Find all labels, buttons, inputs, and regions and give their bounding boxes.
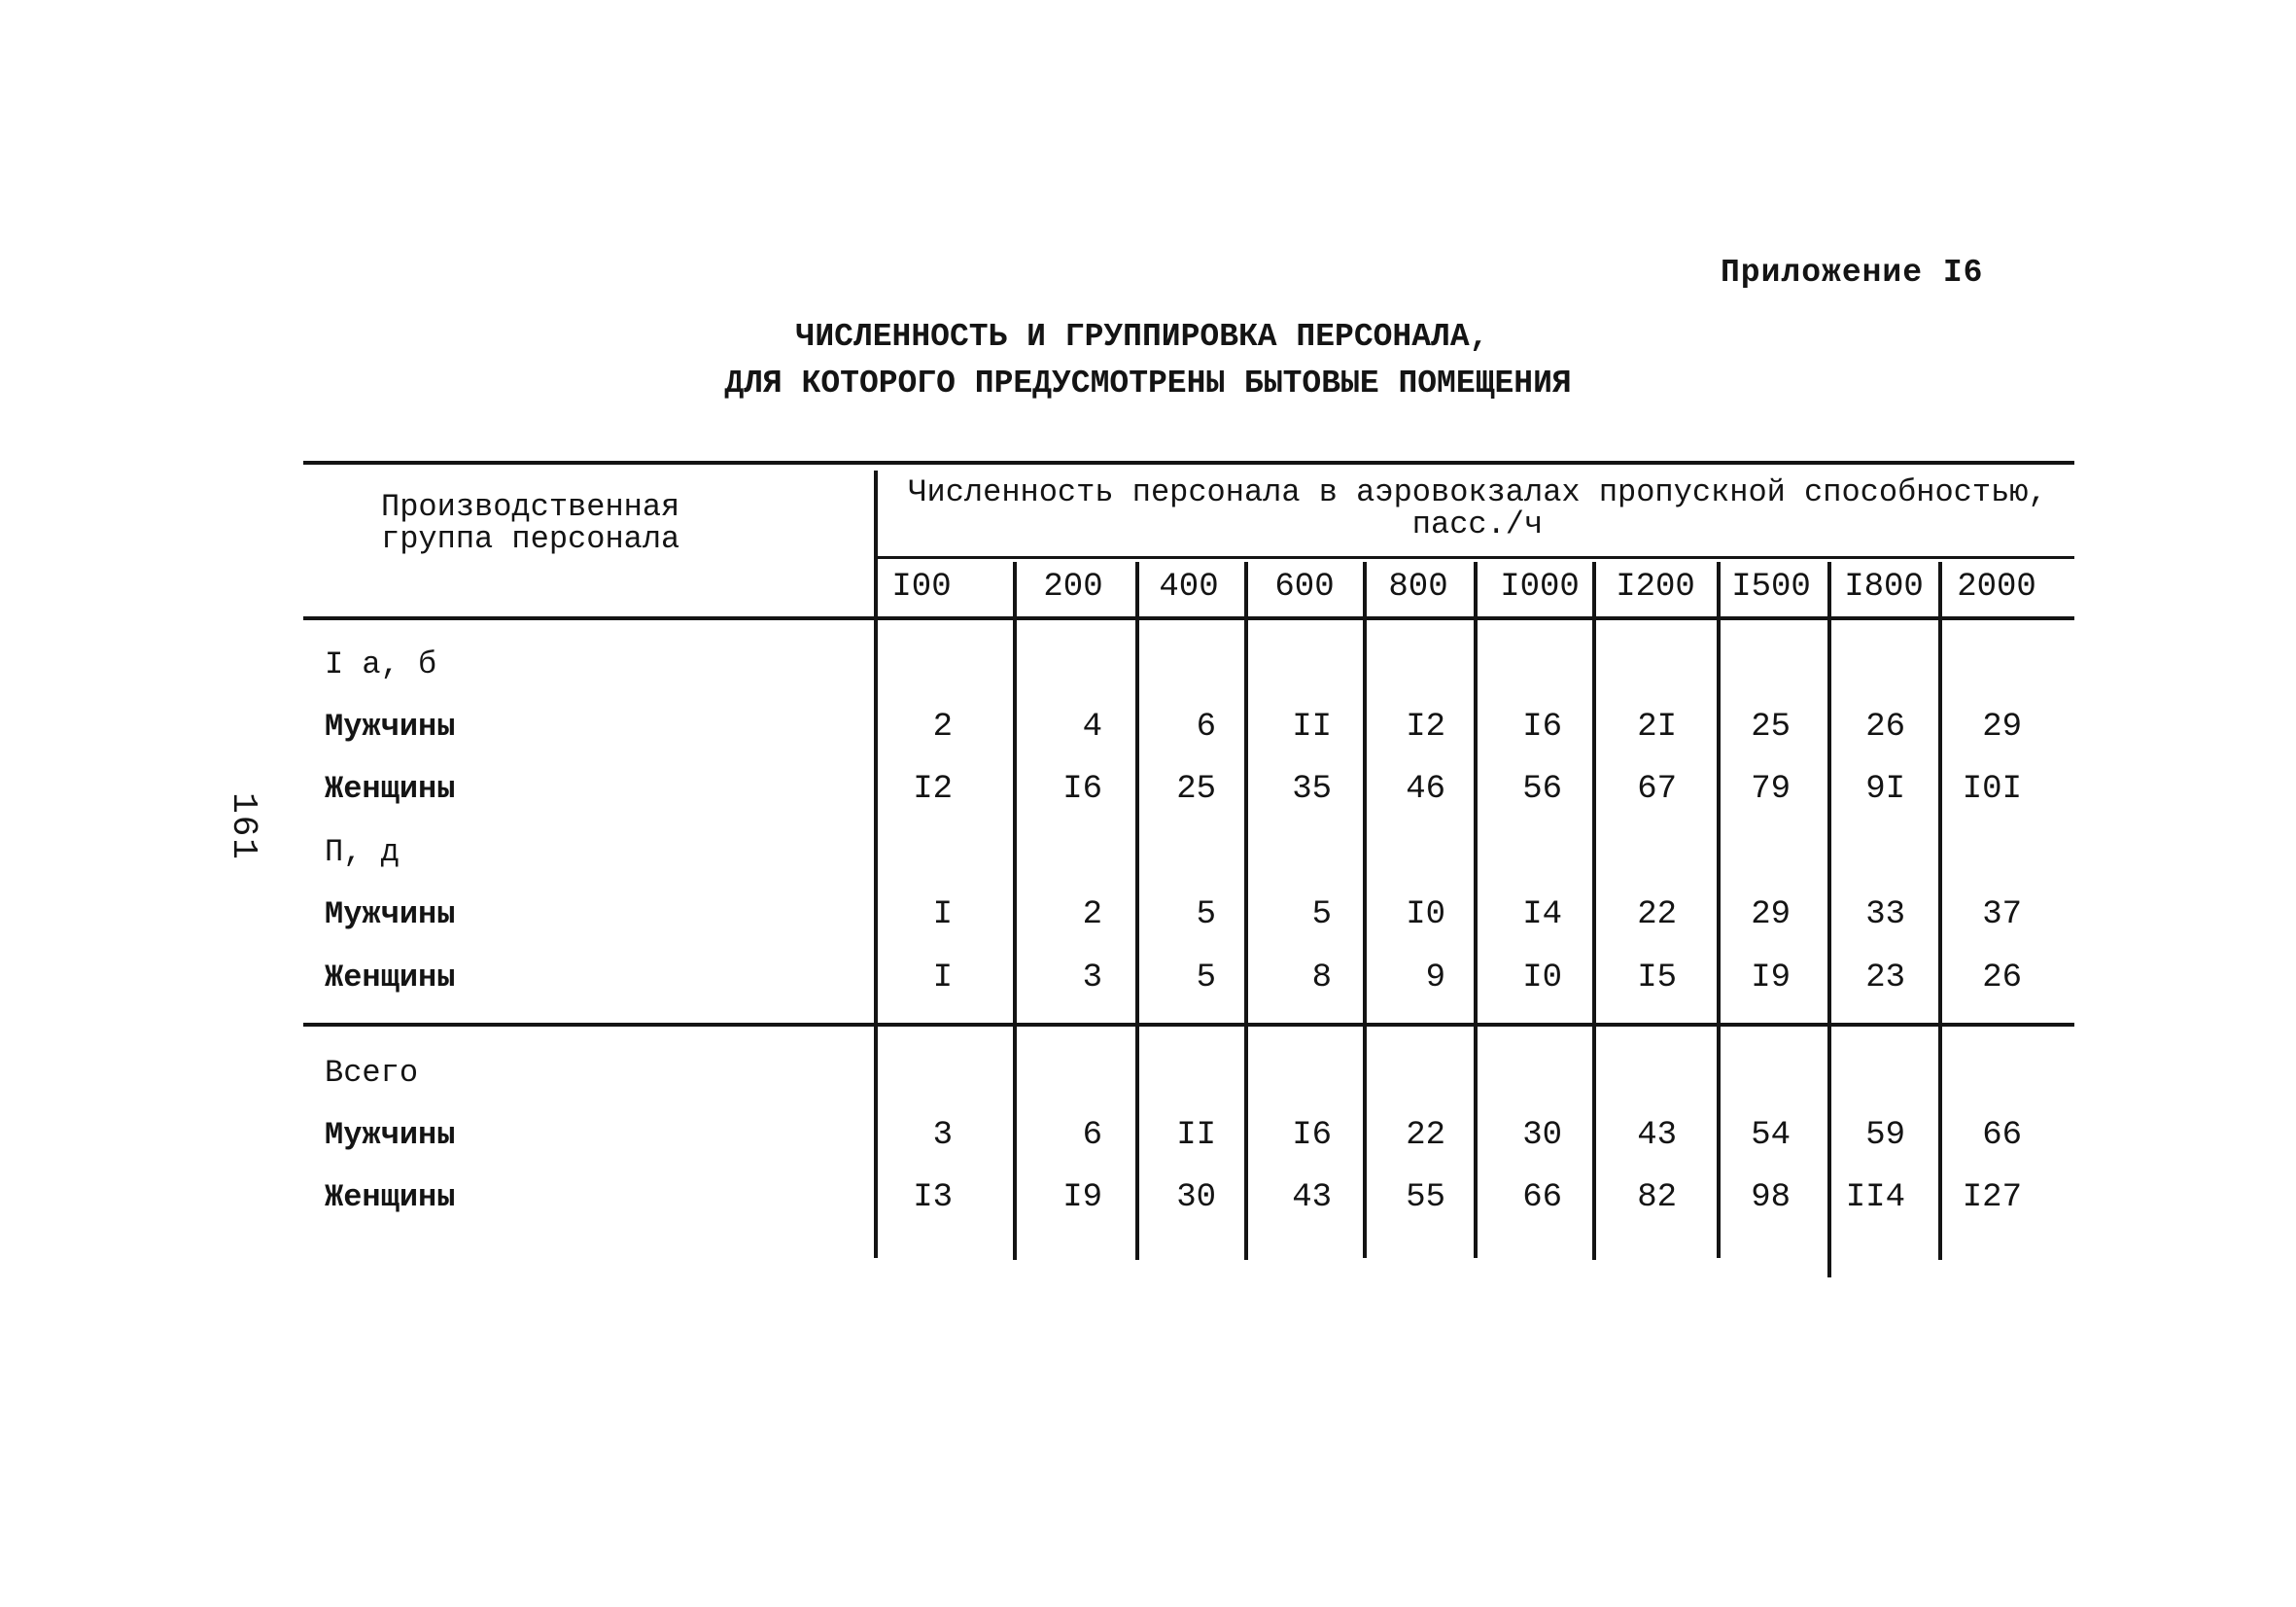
row-group-label: П, д [325, 834, 400, 870]
count-header-line-1: Численность персонала в аэровокзалах пропускной способностью, [908, 474, 2047, 510]
page-number: 161 [223, 792, 263, 861]
table-cell: I0 [1522, 960, 1562, 996]
table-cell: 9 [1425, 960, 1445, 996]
table-cell: I2 [1406, 709, 1445, 746]
column-header: 2000 [1957, 569, 2036, 606]
table-cell: 22 [1637, 896, 1677, 933]
column-header: 800 [1388, 569, 1448, 606]
table-cell: 2 [932, 709, 953, 746]
table-cell: I2 [913, 771, 953, 808]
table-cell: 30 [1176, 1179, 1216, 1216]
table-cell: I3 [913, 1179, 953, 1216]
column-header: I000 [1500, 569, 1580, 606]
column-header: I200 [1616, 569, 1695, 606]
table-cell: 79 [1751, 771, 1791, 808]
table-cell: 35 [1292, 771, 1332, 808]
table-title-line-1: ЧИСЛЕННОСТЬ И ГРУППИРОВКА ПЕРСОНАЛА, [795, 319, 1489, 355]
column-header: I00 [891, 569, 952, 606]
row-label: Мужчины [325, 709, 456, 745]
table-cell: I4 [1522, 896, 1562, 933]
table-cell: I9 [1062, 1179, 1102, 1216]
table-cell: 3 [1082, 960, 1102, 996]
table-cell: 43 [1292, 1179, 1332, 1216]
table-cell: I27 [1962, 1179, 2022, 1216]
table-title-line-2: ДЛЯ КОТОРОГО ПРЕДУСМОТРЕНЫ БЫТОВЫЕ ПОМЕЩЕНИЯ [724, 366, 1572, 402]
table-cell: 25 [1176, 771, 1216, 808]
group-header-line-2: группа персонала [381, 521, 680, 557]
table-cell: I0 [1406, 896, 1445, 933]
row-label: Женщины [325, 771, 456, 807]
table-cell: 4 [1082, 709, 1102, 746]
table-cell: 6 [1196, 709, 1216, 746]
row-group-label: Всего [325, 1055, 419, 1091]
table-cell: 37 [1982, 896, 2022, 933]
table-cell: I6 [1062, 771, 1102, 808]
table-cell: 2 [1082, 896, 1102, 933]
row-label: Женщины [325, 960, 456, 996]
table-cell: 82 [1637, 1179, 1677, 1216]
table-cell: 5 [1311, 896, 1332, 933]
table-cell: 66 [1982, 1117, 2022, 1154]
count-column-header [881, 476, 2074, 541]
table-cell: I [932, 960, 953, 996]
table-cell: 26 [1982, 960, 2022, 996]
table-cell: 29 [1751, 896, 1791, 933]
table-top-rule [303, 461, 2074, 465]
column-header: 600 [1274, 569, 1335, 606]
row-label: Женщины [325, 1179, 456, 1215]
table-cell: 67 [1637, 771, 1677, 808]
table-cell: I5 [1637, 960, 1677, 996]
table-cell: 56 [1522, 771, 1562, 808]
table-cell: 22 [1406, 1117, 1445, 1154]
column-header: 200 [1043, 569, 1103, 606]
appendix-label: Приложение I6 [1721, 255, 1984, 291]
table-cell: II [1176, 1117, 1216, 1154]
table-cell: 2I [1637, 709, 1677, 746]
table-cell: 98 [1751, 1179, 1791, 1216]
count-header-line-2: пасс./ч [1411, 507, 1544, 542]
table-cell: 8 [1311, 960, 1332, 996]
table-cell: 5 [1196, 960, 1216, 996]
table-cell: 3 [932, 1117, 953, 1154]
table-cell: 23 [1865, 960, 1905, 996]
table-cell: 33 [1865, 896, 1905, 933]
row-label: Мужчины [325, 896, 456, 932]
table-cell: I9 [1751, 960, 1791, 996]
group-column-header [381, 491, 679, 555]
table-cell: 5 [1196, 896, 1216, 933]
table-cell: 54 [1751, 1117, 1791, 1154]
table-cell: I6 [1292, 1117, 1332, 1154]
table-cell: 43 [1637, 1117, 1677, 1154]
header-bottom-rule [303, 616, 2074, 620]
table-cell: I0I [1962, 771, 2022, 808]
group-header-line-1: Производственная [381, 489, 680, 525]
table-cell: 59 [1865, 1117, 1905, 1154]
column-header: I800 [1844, 569, 1924, 606]
row-group-label: I а, б [325, 646, 437, 682]
table-cell: II [1292, 709, 1332, 746]
column-header: 400 [1159, 569, 1219, 606]
table-cell: 30 [1522, 1117, 1562, 1154]
table-cell: I [932, 896, 953, 933]
table-cell: 55 [1406, 1179, 1445, 1216]
table-cell: 29 [1982, 709, 2022, 746]
table-cell: 46 [1406, 771, 1445, 808]
table-cell: 66 [1522, 1179, 1562, 1216]
table-cell: 6 [1082, 1117, 1102, 1154]
table-cell: 25 [1751, 709, 1791, 746]
table-cell: 26 [1865, 709, 1905, 746]
column-header: I500 [1731, 569, 1811, 606]
row-label: Мужчины [325, 1117, 456, 1153]
section-total-rule [303, 1023, 2074, 1027]
table-cell: 9I [1865, 771, 1905, 808]
table-cell: II4 [1845, 1179, 1905, 1216]
header-sub-rule [877, 556, 2074, 559]
table-cell: I6 [1522, 709, 1562, 746]
